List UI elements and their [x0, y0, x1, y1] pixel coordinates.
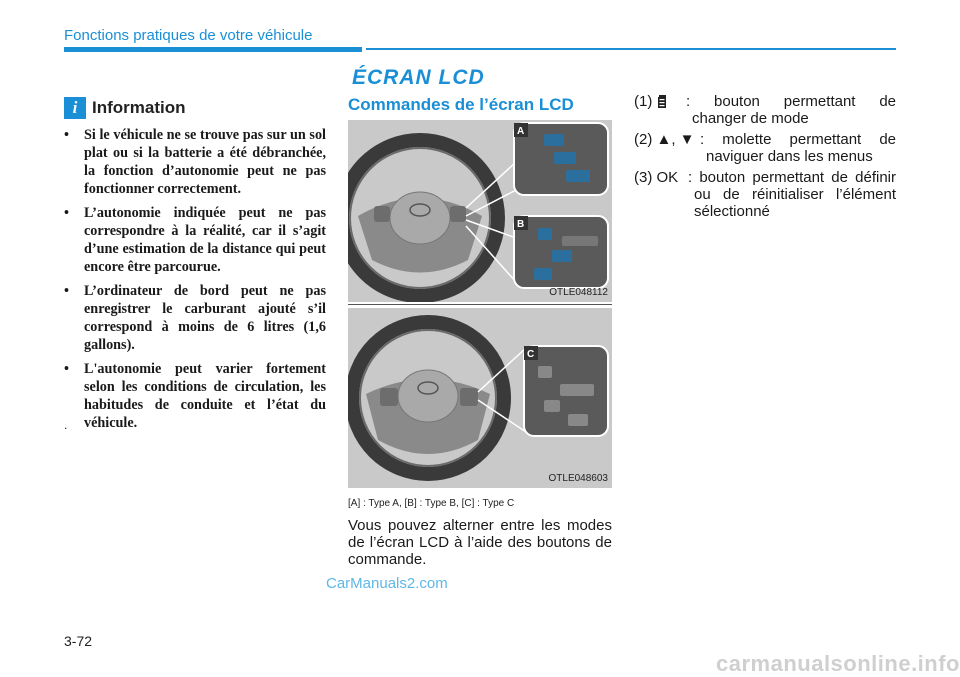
- controls-title: Commandes de l’écran LCD: [348, 95, 574, 114]
- figure-label-a: A: [517, 126, 525, 137]
- steering-wheel-c-illustration: [348, 308, 612, 488]
- definition-3: [634, 169, 896, 220]
- definition-term: (1): [634, 93, 667, 110]
- header-rule-right: [366, 48, 896, 50]
- definition-line: changer de mode: [692, 110, 809, 127]
- info-list: [64, 126, 326, 438]
- controls-paragraph: Vous pouvez alterner entre les modes de l’écran LCD à l’aide des boutons de commande.: [348, 517, 612, 568]
- definition-line: : bouton permettant de définir: [688, 169, 896, 186]
- steering-wheel-ab-illustration: [348, 120, 612, 302]
- figure-steering-ab: [348, 120, 612, 302]
- definition-line: naviguer dans les menus: [706, 148, 873, 165]
- dot-note: .: [64, 418, 68, 432]
- definition-term: (3) OK: [634, 169, 679, 186]
- definition-line: ou de réinitialiser l’élément: [694, 186, 896, 203]
- info-title: Information: [92, 98, 186, 117]
- figure-label-c: C: [527, 349, 535, 360]
- watermark: CarManuals2.com: [326, 575, 448, 592]
- figure-steering-c: [348, 308, 612, 488]
- section-title: ÉCRAN LCD: [352, 66, 485, 89]
- figure-code-1: OTLE048112: [549, 287, 608, 298]
- definition-1: [634, 93, 896, 127]
- footer-watermark: carmanualsonline.info: [716, 651, 960, 676]
- figure-label-b: B: [517, 219, 525, 230]
- info-item: • L’ordinateur de bord peut ne pas enregistrer le carburant ajouté s’il correspond à moins de 6 litres (1,6 gallons).: [64, 282, 326, 354]
- definitions-list: [634, 93, 896, 224]
- info-icon: i: [64, 97, 86, 119]
- page-number: 3-72: [64, 633, 93, 649]
- info-item: • Si le véhicule ne se trouve pas sur un sol plat ou si la batterie a été débranchée, la fonction d’autonomie peut ne pas fonctionner correctement.: [64, 126, 326, 198]
- definition-line: sélectionné: [694, 203, 770, 220]
- info-header: [64, 96, 186, 120]
- info-item: • L’autonomie indiquée peut ne pas correspondre à la réalité, car il s’agit d’une estimation de la distance qui peut encore être parcourue.: [64, 204, 326, 276]
- header-title: Fonctions pratiques de votre véhicule: [64, 27, 313, 44]
- figure-separator: [348, 304, 612, 305]
- definition-line: : molette permettant de: [700, 131, 896, 148]
- definition-line: : bouton permettant de: [686, 93, 896, 110]
- info-item: • L'autonomie peut varier fortement selon les conditions de circulation, les habitudes de conduite et l’état du véhicule.: [64, 360, 326, 432]
- definition-term: (2) ▲, ▼: [634, 131, 695, 148]
- mode-icon: [657, 95, 667, 109]
- figure-code-2: OTLE048603: [548, 473, 608, 484]
- definition-2: [634, 131, 896, 165]
- figure-caption: [A] : Type A, [B] : Type B, [C] : Type C: [348, 498, 515, 509]
- header-rule-left: [64, 47, 362, 52]
